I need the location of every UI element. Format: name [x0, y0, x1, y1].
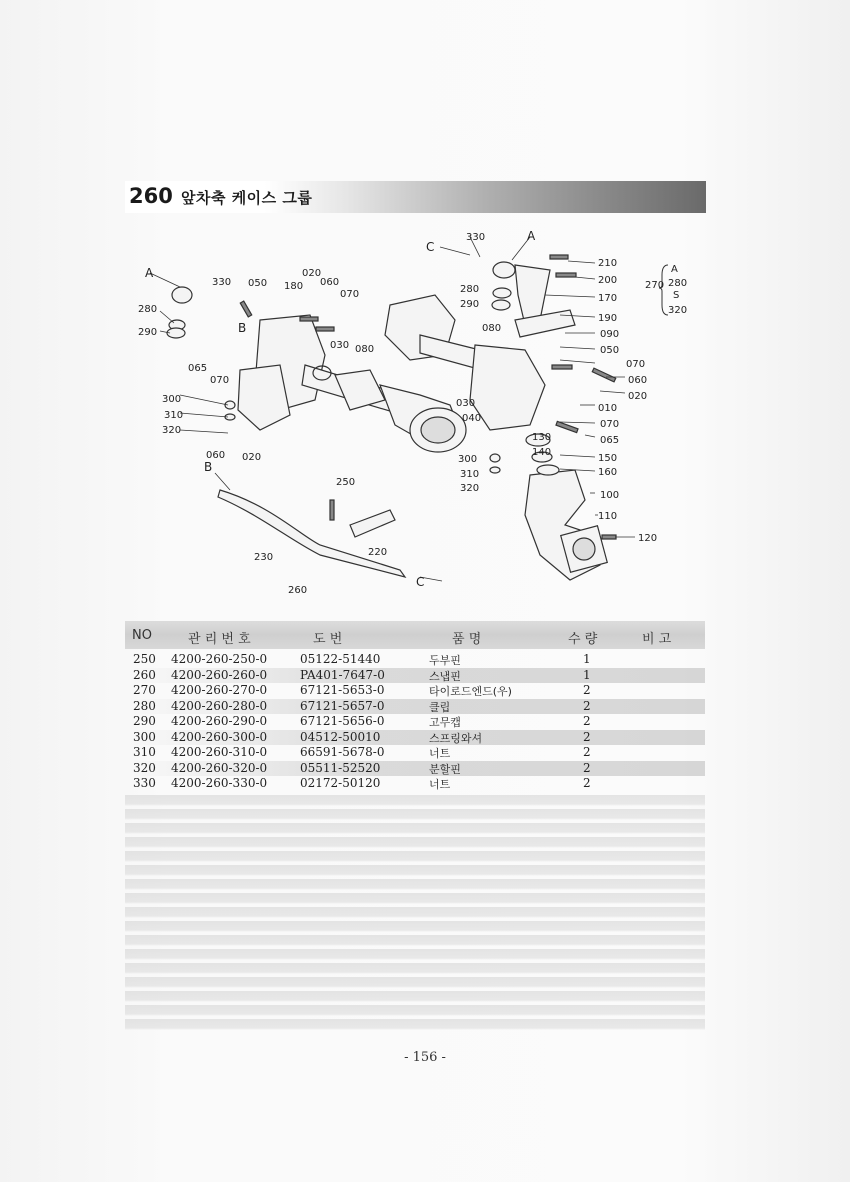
svg-text:150: 150 [598, 453, 618, 464]
svg-text:060: 060 [206, 450, 226, 461]
table-row: 330 4200-260-330-0 02172-50120 너트 2 [133, 776, 591, 791]
group-title: 앞차축 케이스 그룹 [181, 189, 313, 207]
svg-text:030: 030 [330, 340, 350, 351]
svg-text:280: 280 [668, 278, 688, 289]
svg-text:070: 070 [210, 375, 230, 386]
svg-text:010: 010 [598, 403, 618, 414]
svg-text:A: A [671, 264, 678, 275]
svg-text:100: 100 [600, 490, 620, 501]
svg-text:B: B [204, 460, 213, 474]
svg-text:B: B [238, 321, 247, 335]
svg-text:110: 110 [598, 511, 618, 522]
col-no: NO [132, 628, 152, 643]
table-row: 300 4200-260-300-0 04512-50010 스프링와셔 2 [125, 730, 705, 746]
svg-text:140: 140 [532, 447, 552, 458]
svg-text:260: 260 [288, 585, 308, 596]
svg-text:200: 200 [598, 275, 618, 286]
svg-text:250: 250 [336, 477, 356, 488]
parts-table [125, 652, 705, 792]
svg-text:210: 210 [598, 258, 618, 269]
table-row: 310 4200-260-310-0 66591-5678-0 너트 2 [133, 745, 591, 760]
svg-text:040: 040 [462, 413, 482, 424]
svg-text:160: 160 [598, 467, 618, 478]
svg-text:180: 180 [284, 281, 304, 292]
svg-text:020: 020 [628, 391, 648, 402]
bracket-note [645, 264, 687, 316]
svg-text:070: 070 [600, 419, 620, 430]
svg-text:080: 080 [355, 344, 375, 355]
col-drawing-number: 도 번 [313, 632, 343, 647]
svg-text:280: 280 [460, 284, 480, 295]
svg-text:270: 270 [645, 280, 665, 291]
svg-text:220: 220 [368, 547, 388, 558]
callout-330: 330 [466, 232, 486, 243]
col-quantity: 수 량 [568, 632, 598, 647]
svg-text:050: 050 [248, 278, 268, 289]
col-mgmt-number: 관 리 번 호 [188, 632, 251, 647]
svg-text:080: 080 [482, 323, 502, 334]
svg-text:310: 310 [460, 469, 480, 480]
svg-text:290: 290 [138, 327, 158, 338]
table-row: 320 4200-260-320-0 05511-52520 분할핀 2 [125, 761, 705, 777]
table-row: 290 4200-260-290-0 67121-5656-0 고무캡 2 [133, 714, 591, 729]
col-part-name: 품 명 [452, 632, 482, 647]
svg-text:290: 290 [460, 299, 480, 310]
callout-c: C [426, 240, 435, 254]
svg-text:060: 060 [628, 375, 648, 386]
svg-text:320: 320 [460, 483, 480, 494]
svg-text:C: C [416, 575, 425, 589]
svg-text:030: 030 [456, 398, 476, 409]
svg-text:020: 020 [302, 268, 322, 279]
table-row: 250 4200-260-250-0 05122-51440 두부핀 1 [133, 652, 591, 667]
svg-text:190: 190 [598, 313, 618, 324]
table-row: 280 4200-260-280-0 67121-5657-0 클립 2 [125, 699, 705, 715]
svg-text:230: 230 [254, 552, 274, 563]
svg-text:070: 070 [340, 289, 360, 300]
svg-text:090: 090 [600, 329, 620, 340]
table-row: 270 4200-260-270-0 67121-5653-0 타이로드엔드(우) 2 [133, 683, 591, 698]
svg-text:A: A [145, 266, 154, 280]
exploded-parts-diagram [120, 225, 720, 605]
col-remarks: 비 고 [642, 632, 672, 647]
svg-text:320: 320 [162, 425, 182, 436]
tie-rod-end-right [493, 262, 515, 278]
svg-text:065: 065 [188, 363, 208, 374]
svg-text:020: 020 [242, 452, 262, 463]
svg-text:310: 310 [164, 410, 184, 421]
blank-shaded-rows [125, 795, 705, 1030]
svg-text:130: 130 [532, 432, 552, 443]
right-knuckle [470, 345, 545, 430]
callout-a: A [527, 229, 536, 243]
tie-rod-end-left [172, 287, 192, 303]
svg-text:330: 330 [212, 277, 232, 288]
svg-text:070: 070 [626, 359, 646, 370]
svg-text:320: 320 [668, 305, 688, 316]
svg-text:300: 300 [458, 454, 478, 465]
group-number: 260 [129, 184, 173, 208]
svg-text:S: S [673, 290, 680, 301]
svg-text:065: 065 [600, 435, 620, 446]
svg-text:060: 060 [320, 277, 340, 288]
tie-rod [218, 490, 405, 577]
svg-text:170: 170 [598, 293, 618, 304]
svg-text:280: 280 [138, 304, 158, 315]
left-knuckle-body [238, 365, 290, 430]
page-number: - 156 - [404, 1050, 446, 1065]
svg-text:120: 120 [638, 533, 658, 544]
svg-text:050: 050 [600, 345, 620, 356]
svg-text:300: 300 [162, 394, 182, 405]
table-row: 260 4200-260-260-0 PA401-7647-0 스냅핀 1 [125, 668, 705, 684]
